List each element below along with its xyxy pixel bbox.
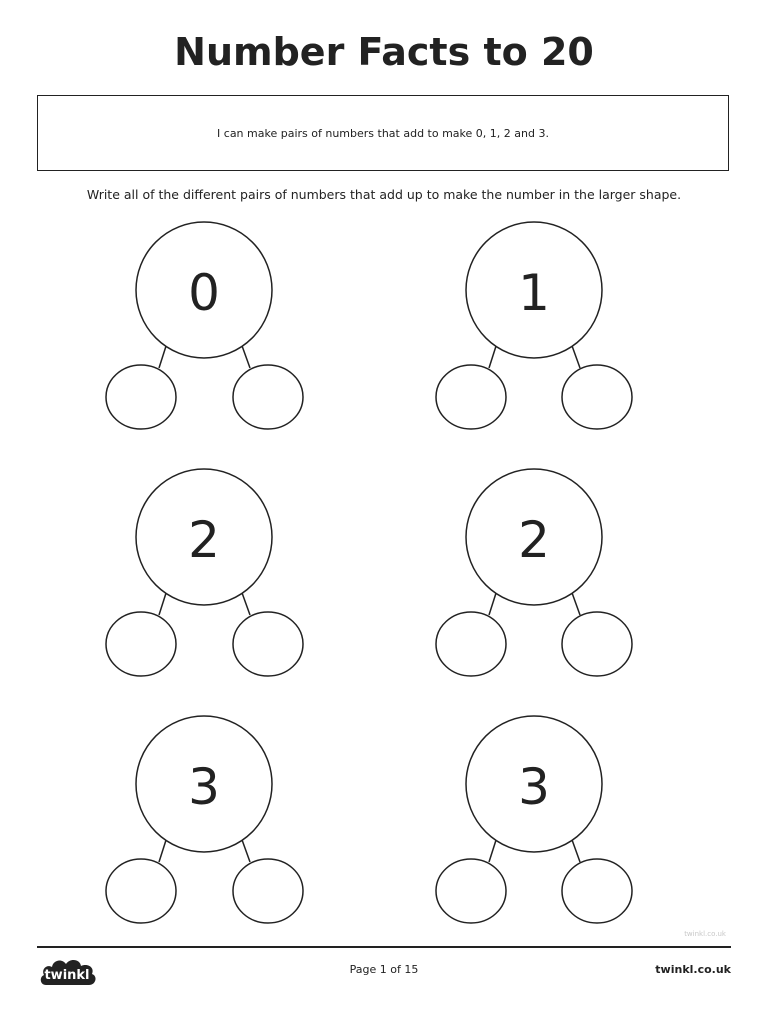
part-circle-left[interactable] bbox=[106, 859, 176, 923]
part-circle-left[interactable] bbox=[436, 859, 506, 923]
footer-divider bbox=[37, 946, 731, 948]
watermark-text: twinkl.co.uk bbox=[684, 930, 726, 938]
part-circle-right[interactable] bbox=[562, 365, 632, 429]
whole-number: 0 bbox=[188, 264, 220, 322]
page-title: Number Facts to 20 bbox=[174, 30, 594, 74]
whole-number: 3 bbox=[518, 758, 550, 816]
number-bond bbox=[436, 222, 632, 429]
part-circle-right[interactable] bbox=[233, 365, 303, 429]
part-circle-left[interactable] bbox=[436, 612, 506, 676]
part-circle-right[interactable] bbox=[562, 859, 632, 923]
number-bond bbox=[436, 716, 632, 923]
part-circle-right[interactable] bbox=[233, 859, 303, 923]
whole-number: 2 bbox=[518, 511, 550, 569]
whole-number: 1 bbox=[518, 264, 550, 322]
number-bond bbox=[106, 469, 303, 676]
part-circle-right[interactable] bbox=[562, 612, 632, 676]
logo-text: twinkl bbox=[44, 968, 90, 983]
objective-text: I can make pairs of numbers that add to make 0, 1, 2 and 3. bbox=[217, 126, 549, 140]
whole-number: 2 bbox=[188, 511, 220, 569]
whole-number: 3 bbox=[188, 758, 220, 816]
page-number: Page 1 of 15 bbox=[349, 963, 419, 976]
instruction-text: Write all of the different pairs of numbers that add up to make the number in the larger shape. bbox=[86, 187, 682, 202]
part-circle-left[interactable] bbox=[106, 612, 176, 676]
part-circle-left[interactable] bbox=[436, 365, 506, 429]
footer-url-link[interactable]: twinkl.co.uk bbox=[655, 963, 731, 976]
number-bond bbox=[106, 716, 303, 923]
number-bond bbox=[436, 469, 632, 676]
number-bond bbox=[106, 222, 303, 429]
part-circle-right[interactable] bbox=[233, 612, 303, 676]
part-circle-left[interactable] bbox=[106, 365, 176, 429]
